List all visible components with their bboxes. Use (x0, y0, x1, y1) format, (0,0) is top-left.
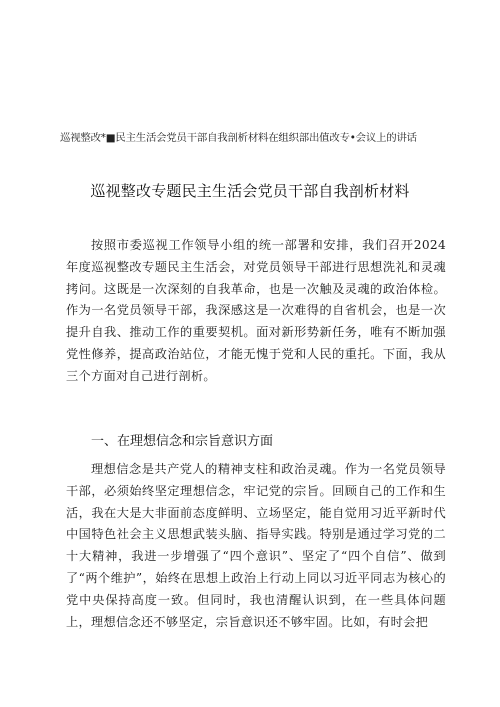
body-paragraph-section-1: 理想信念是共产党人的精神支柱和政治灵魂。作为一名党员领导干部，必须始终坚定理想信念，牢记党的宗旨。回顾自己的工作和生活，我在大是大非面前态度鲜明、立场坚定，能自觉用习近平新时代中国特色社会主义思想武装头脑、指导实践。特别是通过学习党的二十大精神，我进一步增强了“四个意识”、坚定了“四个自信”、做到了“两个维护”，始终在思想上政治上行动上同以习近平同志为核心的党中央保持高度一致。但同时，我也清醒认识到，在一些具体问题上，理想信念还不够坚定，宗旨意识还不够牢固。比如，有时会把 (66, 462, 446, 629)
header-line: 巡视整改*■民主生活会党员干部自我剖析材料在组织部出值改专•会议上的讲话 (60, 132, 417, 144)
document-title: 巡视整改专题民主生活会党员干部自我剖析材料 (90, 182, 410, 200)
body-paragraph-intro: 按照市委巡视工作领导小组的统一部署和安排，我们召开2024年度巡视整改专题民主生活会，对党员领导干部进行思想洗礼和灵魂拷问。这既是一次深刻的自我革命，也是一次触及灵魂的政治体检。作为一名党员领导干部，我深感这是一次难得的自省机会，也是一次提升自我、推动工作的重要契机。面对新形势新任务，唯有不断加强党性修养，提高政治站位，才能无愧于党和人民的重托。下面，我从三个方面对自己进行剖析。 (66, 238, 446, 383)
section-heading-1: 一、在理想信念和宗旨意识方面 (91, 434, 274, 449)
